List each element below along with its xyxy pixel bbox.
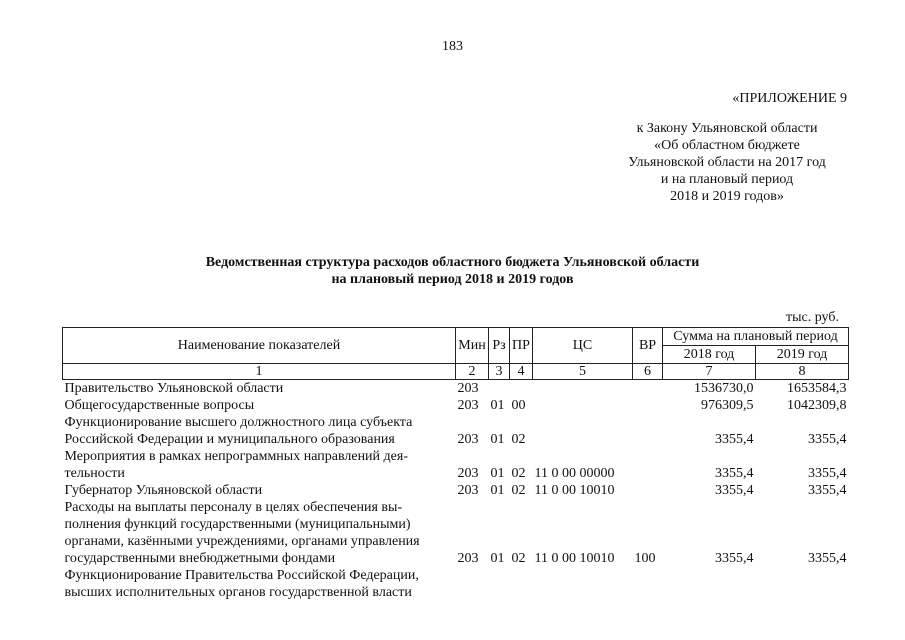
cell-rz: 01 bbox=[490, 483, 505, 498]
cell-name-line: Мероприятия в рамках непрограммных направлений дея- bbox=[64, 449, 408, 464]
cell-pr bbox=[510, 567, 533, 601]
cell-name-line: органами, казёнными учреждениями, органами управления bbox=[64, 534, 420, 549]
table-row bbox=[63, 567, 849, 601]
unit-label: тыс. руб. bbox=[786, 310, 839, 325]
cell-cs bbox=[533, 567, 633, 601]
cell-name-line: высших исполнительных органов государственной власти bbox=[64, 585, 412, 600]
cell-2019: 3355,4 bbox=[808, 466, 847, 481]
header-pr: ПР bbox=[510, 328, 533, 364]
cell-pr: 02 bbox=[511, 466, 526, 481]
cell-vr bbox=[633, 397, 663, 414]
cell-min: 203 bbox=[457, 483, 479, 498]
document-title-line-1: Ведомственная структура расходов областного бюджета Ульяновской области bbox=[205, 255, 700, 270]
cell-vr bbox=[633, 414, 663, 448]
cell-name-line: тельности bbox=[64, 466, 125, 481]
cell-2019: 3355,4 bbox=[808, 551, 847, 566]
cell-name-line: Функционирование Правительства Российской Федерации, bbox=[64, 568, 419, 583]
header-2018: 2018 год bbox=[663, 346, 756, 364]
cell-name bbox=[63, 448, 456, 482]
cell-name bbox=[63, 380, 456, 398]
cell-name bbox=[63, 499, 456, 567]
cell-name bbox=[63, 397, 456, 414]
appendix-line: Ульяновской области на 2017 год bbox=[628, 155, 826, 170]
cell-rz: 01 bbox=[490, 398, 505, 413]
cell-2019: 1042309,8 bbox=[787, 398, 847, 413]
cell-cs: 11 0 00 10010 bbox=[534, 551, 615, 566]
cell-pr: 02 bbox=[511, 551, 526, 566]
header-name: Наименование показателей bbox=[63, 328, 456, 364]
column-number: 2 bbox=[456, 364, 489, 380]
appendix-title: «ПРИЛОЖЕНИЕ 9 bbox=[732, 91, 847, 106]
header-vr: ВР bbox=[633, 328, 663, 364]
cell-2019: 3355,4 bbox=[808, 483, 847, 498]
cell-min: 203 bbox=[457, 551, 479, 566]
cell-name-line: Расходы на выплаты персоналу в целях обеспечения вы- bbox=[64, 500, 403, 515]
document-title-line-2: на плановый период 2018 и 2019 годов bbox=[331, 272, 574, 287]
cell-name-line: полнения функций государственными (муниципальными) bbox=[64, 517, 411, 532]
cell-min: 203 bbox=[457, 466, 479, 481]
column-number: 6 bbox=[633, 364, 663, 380]
cell-cs bbox=[533, 414, 633, 448]
cell-name bbox=[63, 567, 456, 601]
header-2019: 2019 год bbox=[756, 346, 849, 364]
table-body bbox=[63, 380, 849, 602]
column-number: 7 bbox=[663, 364, 756, 380]
document-title bbox=[0, 254, 905, 288]
cell-name-line: Функционирование высшего должностного лица субъекта bbox=[64, 415, 413, 430]
table-row bbox=[63, 499, 849, 567]
table-row bbox=[63, 397, 849, 414]
table-row bbox=[63, 482, 849, 499]
cell-2018 bbox=[663, 567, 756, 601]
cell-vr bbox=[633, 380, 663, 398]
appendix-line: и на плановый период bbox=[660, 172, 794, 187]
cell-2018: 3355,4 bbox=[715, 483, 754, 498]
page-number: 183 bbox=[442, 39, 463, 54]
cell-cs: 11 0 00 00000 bbox=[534, 466, 615, 481]
cell-name bbox=[63, 414, 456, 448]
appendix-line: 2018 и 2019 годов» bbox=[670, 189, 784, 204]
cell-pr: 02 bbox=[511, 432, 526, 447]
cell-vr bbox=[633, 567, 663, 601]
cell-vr bbox=[633, 482, 663, 499]
budget-table bbox=[62, 327, 849, 601]
cell-cs bbox=[533, 397, 633, 414]
table-row bbox=[63, 380, 849, 398]
cell-2019 bbox=[756, 567, 849, 601]
cell-rz bbox=[489, 380, 510, 398]
cell-min: 203 bbox=[457, 398, 479, 413]
cell-2018: 3355,4 bbox=[715, 466, 754, 481]
cell-rz: 01 bbox=[490, 466, 505, 481]
header-rz: Рз bbox=[489, 328, 510, 364]
cell-2018: 1536730,0 bbox=[694, 381, 754, 396]
cell-min bbox=[456, 567, 489, 601]
cell-name-line: Общегосударственные вопросы bbox=[64, 398, 255, 413]
cell-2018: 3355,4 bbox=[715, 551, 754, 566]
cell-pr bbox=[510, 380, 533, 398]
column-number: 1 bbox=[63, 364, 456, 380]
column-number: 3 bbox=[489, 364, 510, 380]
column-number: 4 bbox=[510, 364, 533, 380]
cell-name-line: Губернатор Ульяновской области bbox=[64, 483, 263, 498]
cell-vr: 100 bbox=[634, 551, 656, 566]
cell-2019: 3355,4 bbox=[808, 432, 847, 447]
appendix-line: к Закону Ульяновской области bbox=[636, 121, 818, 136]
cell-pr: 02 bbox=[511, 483, 526, 498]
header-sum-group: Сумма на плановый период bbox=[663, 328, 849, 346]
cell-name-line: Правительство Ульяновской области bbox=[64, 381, 284, 396]
cell-pr: 00 bbox=[511, 398, 526, 413]
cell-min: 203 bbox=[457, 381, 479, 396]
cell-name bbox=[63, 482, 456, 499]
appendix-basis bbox=[607, 120, 847, 205]
cell-min: 203 bbox=[457, 432, 479, 447]
header-min: Мин bbox=[456, 328, 489, 364]
cell-rz bbox=[489, 567, 510, 601]
cell-2019: 1653584,3 bbox=[787, 381, 847, 396]
appendix-line: «Об областном бюджете bbox=[654, 138, 800, 153]
column-number: 5 bbox=[533, 364, 633, 380]
cell-rz: 01 bbox=[490, 551, 505, 566]
column-number: 8 bbox=[756, 364, 849, 380]
appendix-header bbox=[607, 90, 847, 205]
cell-vr bbox=[633, 448, 663, 482]
cell-cs bbox=[533, 380, 633, 398]
table-row bbox=[63, 448, 849, 482]
cell-name-line: Российской Федерации и муниципального образования bbox=[64, 432, 395, 447]
cell-name-line: государственными внебюджетными фондами bbox=[64, 551, 336, 566]
cell-cs: 11 0 00 10010 bbox=[534, 483, 615, 498]
cell-2018: 976309,5 bbox=[701, 398, 754, 413]
table-row bbox=[63, 414, 849, 448]
cell-rz: 01 bbox=[490, 432, 505, 447]
header-cs: ЦС bbox=[533, 328, 633, 364]
cell-2018: 3355,4 bbox=[715, 432, 754, 447]
